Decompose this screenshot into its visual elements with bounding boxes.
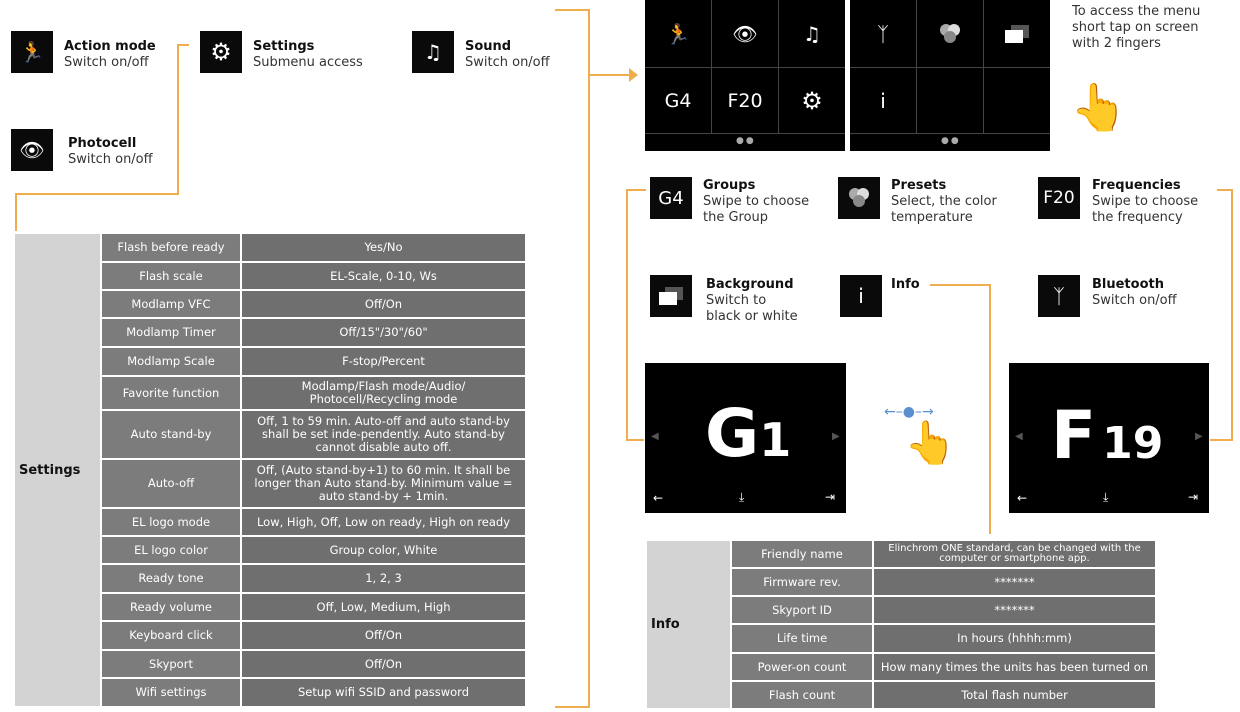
connector-line xyxy=(177,44,179,194)
gear-icon[interactable]: ⚙ xyxy=(801,86,823,115)
table-key-cell: Flash before ready xyxy=(102,234,240,261)
frequencies-screen[interactable] xyxy=(1009,363,1209,513)
connector-line xyxy=(626,189,628,440)
eye-icon: 👁 xyxy=(11,129,53,171)
page-dots: ●● xyxy=(941,136,961,146)
table-key-cell: Ready volume xyxy=(102,594,240,620)
table-value-cell: ******* xyxy=(874,569,1155,595)
table-key-cell: Firmware rev. xyxy=(732,569,872,595)
exit-icon[interactable]: ⇥ xyxy=(825,490,836,504)
sound-label: Sound Switch on/off xyxy=(465,39,550,70)
table-header: Info xyxy=(647,541,730,708)
presets-icon[interactable] xyxy=(917,0,983,67)
download-icon[interactable]: ⤓ xyxy=(1103,490,1109,504)
info-label: Info xyxy=(891,277,920,292)
table-key-cell: Modlamp Timer xyxy=(102,319,240,346)
bluetooth-icon[interactable]: ᛉ xyxy=(877,21,889,46)
frequencies-icon: F20 xyxy=(1038,177,1080,219)
table-key-cell: Wifi settings xyxy=(102,679,240,706)
page-dots: ●● xyxy=(736,136,756,146)
menu-hint: To access the menu short tap on screen with 2 fingers xyxy=(1072,4,1201,51)
groups-icon: G4 xyxy=(650,177,692,219)
table-key-cell: EL logo color xyxy=(102,537,240,563)
table-key-cell: Modlamp VFC xyxy=(102,291,240,317)
table-key-cell: Auto stand-by xyxy=(102,411,240,458)
table-key-cell: Skyport xyxy=(102,651,240,677)
music-note-icon[interactable]: ♫ xyxy=(803,21,821,46)
two-finger-tap-icon: 👆 xyxy=(1070,80,1128,134)
arrow-right-icon xyxy=(629,68,638,82)
table-value-cell: ******* xyxy=(874,597,1155,623)
connector-line xyxy=(555,9,589,11)
table-row xyxy=(15,234,525,261)
frequencies-cell[interactable]: F20 xyxy=(727,89,763,112)
connector-line xyxy=(626,189,646,191)
menu-screen-page-1[interactable] xyxy=(645,0,845,151)
swipe-arrows-icon: ←–●–→ xyxy=(884,404,934,420)
connector-line xyxy=(555,706,590,708)
presets-label: Presets Select, the color temperature xyxy=(891,178,997,225)
table-value-cell: Elinchrom ONE standard, can be changed with the computer or smartphone app. xyxy=(874,541,1155,567)
table-key-cell: Flash scale xyxy=(102,263,240,289)
table-key-cell: Life time xyxy=(732,625,872,652)
table-value-cell: Off/On xyxy=(242,651,525,677)
connector-line xyxy=(1210,439,1233,441)
chevron-right-icon[interactable]: ▶ xyxy=(832,431,840,442)
table-value-cell: Low, High, Off, Low on ready, High on ready xyxy=(242,509,525,535)
swipe-hand-icon: 👆 xyxy=(904,418,957,467)
table-key-cell: Keyboard click xyxy=(102,622,240,649)
connector-line xyxy=(588,74,634,76)
table-key-cell: EL logo mode xyxy=(102,509,240,535)
connector-line xyxy=(1231,189,1233,440)
photocell-label: Photocell Switch on/off xyxy=(68,136,153,167)
table-key-cell: Ready tone xyxy=(102,565,240,592)
table-key-cell: Flash count xyxy=(732,682,872,708)
connector-line xyxy=(626,439,644,441)
connector-line xyxy=(930,284,990,286)
menu-screen-page-2[interactable] xyxy=(850,0,1050,151)
table-value-cell: Off/On xyxy=(242,291,525,317)
background-icon xyxy=(650,275,692,317)
chevron-left-icon[interactable]: ◀ xyxy=(1015,431,1023,442)
running-man-icon[interactable]: 🏃 xyxy=(665,21,691,46)
group-letter: G1 xyxy=(705,395,792,472)
settings-table xyxy=(13,232,527,708)
exit-icon[interactable]: ⇥ xyxy=(1188,490,1199,504)
info-icon: i xyxy=(840,275,882,317)
connector-line xyxy=(15,193,179,195)
table-value-cell: Off, (Auto stand-by+1) to 60 min. It shall be longer than Auto stand-by. Minimum value = auto stand-by + 1min. xyxy=(242,460,525,507)
table-value-cell: EL-Scale, 0-10, Ws xyxy=(242,263,525,289)
table-value-cell: Off/15"/30"/60" xyxy=(242,319,525,346)
background-icon[interactable] xyxy=(984,0,1050,67)
table-value-cell: How many times the units has been turned on xyxy=(874,654,1155,680)
table-value-cell: Off/On xyxy=(242,622,525,649)
groups-label: Groups Swipe to choose the Group xyxy=(703,178,810,225)
table-value-cell: 1, 2, 3 xyxy=(242,565,525,592)
bluetooth-icon: ᛉ xyxy=(1038,275,1080,317)
info-table xyxy=(645,539,1157,710)
table-key-cell: Power-on count xyxy=(732,654,872,680)
connector-line xyxy=(989,284,991,534)
table-value-cell: Off, 1 to 59 min. Auto-off and auto stand-by shall be set inde-pendently. Auto stand-by cannot disable auto off. xyxy=(242,411,525,458)
eye-icon[interactable]: 👁 xyxy=(732,21,758,46)
info-cell[interactable]: i xyxy=(880,88,886,113)
settings-label: Settings Submenu access xyxy=(253,39,363,70)
download-icon[interactable]: ⤓ xyxy=(739,490,745,504)
frequencies-label: Frequencies Swipe to choose the frequency xyxy=(1092,178,1199,225)
gear-icon: ⚙ xyxy=(200,31,242,73)
table-key-cell: Favorite function xyxy=(102,377,240,409)
groups-cell[interactable]: G4 xyxy=(664,89,692,112)
table-value-cell: Setup wifi SSID and password xyxy=(242,679,525,706)
bluetooth-label: Bluetooth Switch on/off xyxy=(1092,277,1177,308)
connector-line xyxy=(15,193,17,231)
groups-screen[interactable] xyxy=(645,363,846,513)
table-value-cell: F-stop/Percent xyxy=(242,348,525,375)
table-value-cell: Group color, White xyxy=(242,537,525,563)
table-key-cell: Auto-off xyxy=(102,460,240,507)
frequency-letter: F 19 xyxy=(1051,397,1164,474)
connector-line xyxy=(588,9,590,707)
table-value-cell: Yes/No xyxy=(242,234,525,261)
action-mode-label: Action mode Switch on/off xyxy=(64,39,156,70)
back-arrow-icon[interactable]: ← xyxy=(1017,491,1028,505)
running-man-icon: 🏃 xyxy=(11,31,53,73)
music-note-icon: ♫ xyxy=(412,31,454,73)
table-key-cell: Modlamp Scale xyxy=(102,348,240,375)
connector-line xyxy=(177,44,189,46)
table-value-cell: Modlamp/Flash mode/Audio/ Photocell/Recycling mode xyxy=(242,377,525,409)
table-key-cell: Skyport ID xyxy=(732,597,872,623)
table-value-cell: Total flash number xyxy=(874,682,1155,708)
table-row xyxy=(647,541,1155,567)
chevron-left-icon[interactable]: ◀ xyxy=(651,431,659,442)
table-value-cell: Off, Low, Medium, High xyxy=(242,594,525,620)
back-arrow-icon[interactable]: ← xyxy=(653,491,664,505)
background-label: Background Switch to black or white xyxy=(706,277,798,324)
presets-icon xyxy=(838,177,880,219)
chevron-right-icon[interactable]: ▶ xyxy=(1195,431,1203,442)
table-header: Settings xyxy=(15,234,100,706)
table-key-cell: Friendly name xyxy=(732,541,872,567)
table-value-cell: In hours (hhhh:mm) xyxy=(874,625,1155,652)
